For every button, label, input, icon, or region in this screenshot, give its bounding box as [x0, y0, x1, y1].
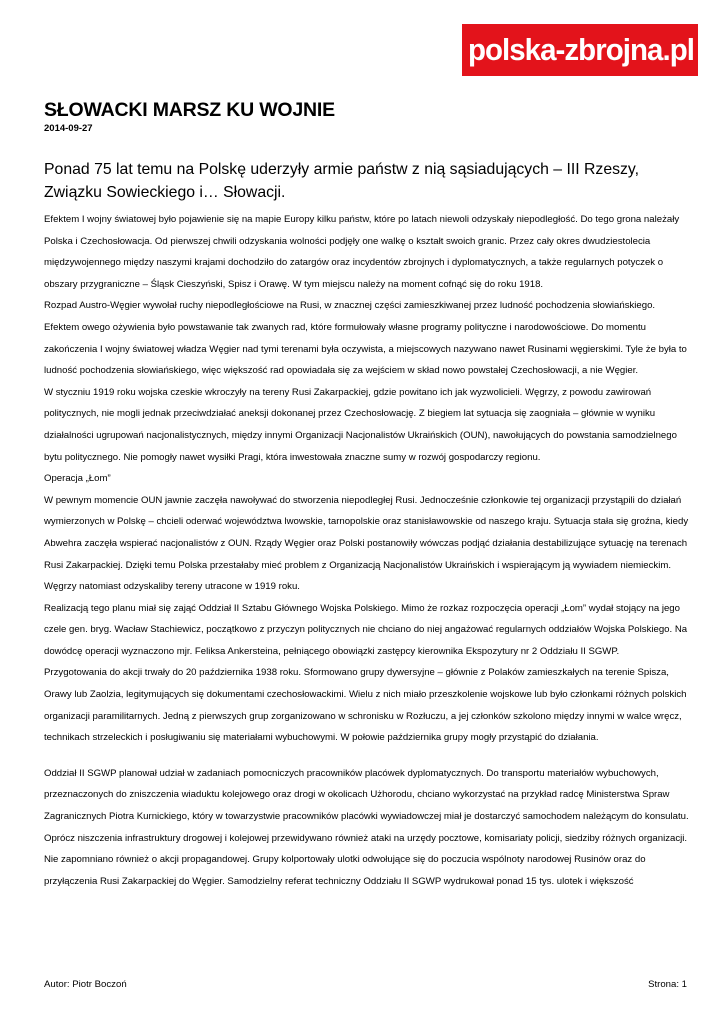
paragraph: Rozpad Austro-Węgier wywołał ruchy niepodległościowe na Rusi, w znacznej części zamieszkiwanej przez ludność pochodzenia słowiańskiego. Efektem owego ożywienia było powstawanie tak zwanych rad, które formułowały własne programy polityczne i narodowościowe. Do momentu zakończenia I wojny światowej władza Węgier nad tymi terenami była oczywista, a miejscowych nazywano nawet Rusinami węgierskimi. Tyle że była to ludność pochodzenia słowiańskiego, więc większość rad opowiadała się za wejściem w skład nowo powstałej Czechosłowacji, a nie Węgier. — [44, 300, 687, 377]
footer-page-number: Strona: 1 — [648, 979, 687, 990]
site-logo[interactable] — [462, 24, 698, 76]
paragraph: Efektem I wojny światowej było pojawienie się na mapie Europy kilku państw, które po latach niewoli odzyskały niepodległość. Do tego grona należały Polska i Czechosłowacja. Od pierwszej chwili odzyskania wolności podjęły one walkę o kształt swoich granic. Przez cały okres dwudziestolecia międzywojennego między naszymi krajami dochodziło do zatargów oraz incydentów zbrojnych i dyplomatycznych, a także regularnych potyczek o obszary przygraniczne – Śląsk Cieszyński, Spisz i Orawę. W tym miejscu należy na moment cofnąć się do roku 1918. — [44, 214, 680, 290]
article-lead: Ponad 75 lat temu na Polskę uderzyły armie państw z nią sąsiadujących – III Rzeszy, Związku Sowieckiego i… Słowacji. — [44, 161, 640, 201]
article-title: SŁOWACKI MARSZ KU WOJNIE — [44, 99, 335, 121]
article-date: 2014-09-27 — [44, 123, 93, 134]
paragraph: W pewnym momencie OUN jawnie zaczęła nawoływać do stworzenia niepodległej Rusi. Jednocześnie członkowie tej organizacji przystąpili do działań wymierzonych w Polskę – chcieli oderwać województwa lwowskie, tarnopolskie oraz stanisławowskie od naszego kraju. Sytuacja stała się groźna, kiedy Abwehra zaczęła wspierać nacjonalistów z OUN. Rządy Węgier oraz Polski postanowiły wówczas podjąć działania destabilizujące sytuację na terenach Rusi Zakarpackiej. Dzięki temu Polska przestałaby mieć problem z Organizacją Nacjonalistów Ukraińskich i wspierającym ją wywiadem niemieckim. Węgrzy natomiast odzyskaliby tereny utracone w 1919 roku. — [44, 494, 689, 593]
paragraph: W styczniu 1919 roku wojska czeskie wkroczyły na tereny Rusi Zakarpackiej, gdzie powitano ich jak wyzwolicieli. Węgrzy, z powodu zawirowań politycznych, nie mogli jednak przeciwdziałać aneksji dokonanej przez Czechosłowację. Z biegiem lat sytuacja się zaogniała – głównie w wyniku działalności ugrupowań nacjonalistycznych, między innymi Organizacji Nacjonalistów Ukraińskich (OUN), nawołujących do powstania samodzielnego bytu politycznego. Nie pomogły nawet wysiłki Pragi, która inwestowała znaczne sumy w rozwój gospodarczy regionu. — [44, 386, 677, 463]
paragraph: Oddział II SGWP planował udział w zadaniach pomocniczych pracowników placówek dyplomatycznych. Do transportu materiałów wybuchowych, przeznaczonych do zniszczenia wiaduktu kolejowego oraz drogi w okolicach Użhorodu, chciano wykorzystać na przykład radcę Ministerstwa Spraw Zagranicznych Piotra Kurnickiego, który w towarzystwie pracowników placówki wywiadowczej miał je dostarczyć samochodem należącym do konsulatu. — [44, 767, 689, 823]
paragraph: Przygotowania do akcji trwały do 20 października 1938 roku. Sformowano grupy dywersyjne – głównie z Polaków zamieszkałych na terenie Spisza, Orawy lub Zaolzia, legitymujących się dokumentami czechosłowackimi. Wielu z nich miało przeszkolenie wojskowe lub było członkami różnych polskich organizacji paramilitarnych. Jedną z pierwszych grup zorganizowano w schronisku w Rozłuczu, a jej członków szkolono między innymi w walce wręcz, technikach strzeleckich i posługiwaniu się materiałami wybuchowymi. W połowie października grupy mogły przystąpić do działania. — [44, 667, 687, 744]
section-heading: Operacja „Łom” — [44, 473, 111, 485]
paragraph: Oprócz niszczenia infrastruktury drogowej i kolejowej przewidywano również ataki na urzędy pocztowe, komisariaty policji, siedziby różnych organizacji. Nie zapomniano również o akcji propagandowej. Grupy kolportowały ulotki odwołujące się do poczucia wspólnoty narodowej Rusinów oraz do przyłączenia Rusi Zakarpackiej do Węgier. Samodzielny referat techniczny Oddziału II SGWP wydrukował ponad 15 tys. ulotek i większość — [44, 832, 688, 887]
logo-text: polska-zbrojna.pl — [467, 32, 694, 67]
footer-author: Autor: Piotr Boczoń — [44, 979, 127, 990]
article-body — [44, 209, 690, 892]
paragraph: Realizacją tego planu miał się zająć Oddział II Sztabu Głównego Wojska Polskiego. Mimo że rozkaz rozpoczęcia operacji „Łom” wydał stojący na jego czele gen. bryg. Wacław Stachiewicz, początkowo z przyczyn politycznych nie chciano do niej angażować regularnych oddziałów Wojska Polskiego. Na dowódcę operacji wyznaczono mjr. Feliksa Ankersteina, pełniącego obowiązki zastępcy kierownika Ekspozytury nr 2 Oddziału II SGWP. — [44, 602, 688, 657]
